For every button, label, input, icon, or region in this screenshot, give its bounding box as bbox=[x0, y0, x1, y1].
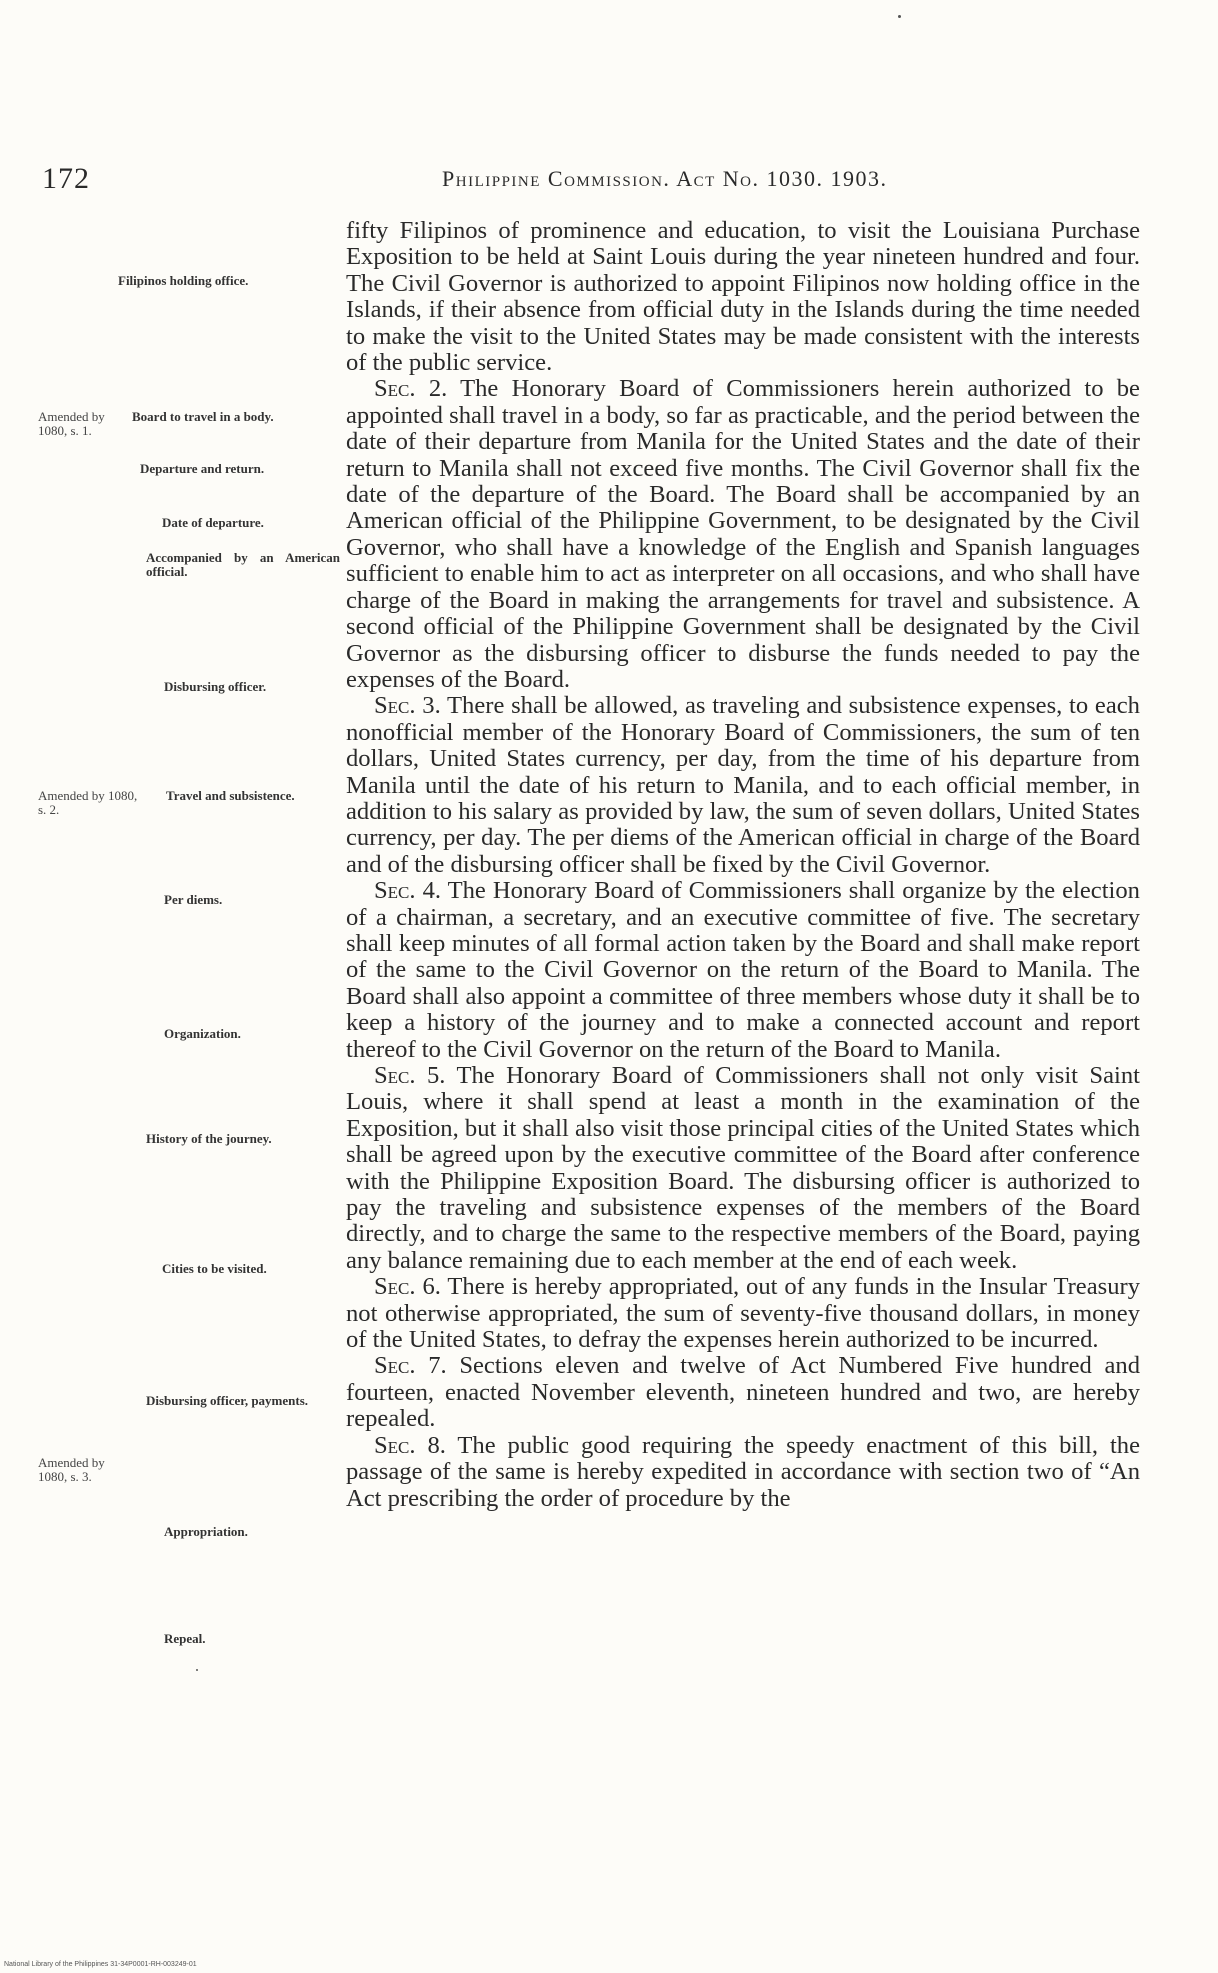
section-text: The Honorary Board of Commissioners shall organize by the election of a chairman, a secretary, and an executive committee of five. The secretary shall keep minutes of all formal action taken by the Board and shall make report of the same to the Civil Governor on the return of the Board to Manila. The Board shall also appoint a committee of three members whose duty it shall be to keep a history of the journey and to make a connected account and report thereof to the Civil Governor on the return of the Board to Manila. bbox=[346, 877, 1140, 1063]
section-7 bbox=[346, 1353, 1140, 1432]
margin-note-filipinos-holding-office: Filipinos holding office. bbox=[118, 273, 249, 288]
section-text: The Honorary Board of Commissioners shall not only visit Saint Louis, where it shall spend at least a month in the examination of the Exposition, but it shall also visit those principal cities of the United States which shall be agreed upon by the executive committee of the Board after conference with the Philippine Exposition Board. The disbursing officer is authorized to pay the traveling and subsistence expenses of the members of the Board directly, and to charge the same to the respective members of the Board, paying any balance remaining due to each member at the end of each week. bbox=[346, 1062, 1140, 1274]
section-6 bbox=[346, 1274, 1140, 1353]
section-label: Sec. 7. bbox=[374, 1352, 447, 1380]
amendment-note: Amended by 1080, s. 2. bbox=[38, 788, 138, 817]
margin-note-history-journey: History of the journey. bbox=[146, 1131, 272, 1146]
section-label: Sec. 3. bbox=[374, 692, 441, 720]
amendment-note: Amended by 1080, s. 1. bbox=[38, 409, 105, 438]
margin-note-per-diems: Per diems. bbox=[164, 892, 223, 907]
section-label: Sec. 8. bbox=[374, 1431, 446, 1459]
section-2 bbox=[346, 376, 1140, 693]
section-text: Sections eleven and twelve of Act Numbered Five hundred and fourteen, enacted November eleventh, nineteen hundred and two, are hereby repealed. bbox=[346, 1352, 1140, 1433]
margin-note-travel-subsistence: Travel and subsistence. bbox=[166, 788, 295, 803]
section-3 bbox=[346, 693, 1140, 878]
margin-note-disbursing-payments: Disbursing officer, payments. bbox=[146, 1393, 309, 1408]
section-text: There shall be allowed, as traveling and subsistence expenses, to each nonofficial member of the Honorary Board of Commissioners, the sum of ten dollars, United States currency, per day, from the time of his departure from Manila until the date of his return to Manila, and to each official member, in addition to his salary as provided by law, the sum of seven dollars, United States currency, per day. The per diems of the American official in charge of the Board and of the disbursing officer shall be fixed by the Civil Governor. bbox=[346, 692, 1140, 878]
margin-note-accompanied: Accompanied by an American official. bbox=[146, 550, 340, 579]
section-text: The Honorary Board of Commissioners herein authorized to be appointed shall travel in a body, so far as practicable, and the period between the date of their departure from Manila for the United States and the date of their return to Manila shall not exceed five months. The Civil Governor shall fix the date of the departure of the Board. The Board shall be accompanied by an American official of the Philippine Government, to be designated by the Civil Governor, who shall have a knowledge of the English and Spanish languages sufficient to enable him to act as interpreter on all occasions, and who shall have charge of the Board in making the arrangements for travel and subsistence. A second official of the Philippine Government shall be designated by the Civil Governor as the disbursing officer to disburse the funds needed to pay the expenses of the Board. bbox=[346, 375, 1140, 693]
margin-note-appropriation: Appropriation. bbox=[164, 1524, 248, 1539]
section-label: Sec. 6. bbox=[374, 1273, 441, 1301]
running-head: Philippine Commission. Act No. 1030. 1903. bbox=[442, 166, 888, 191]
section-label: Sec. 4. bbox=[374, 877, 442, 905]
section-text: The public good requiring the speedy enactment of this bill, the passage of the same is hereby expedited in accordance with section two of “An Act prescribing the order of procedure by the bbox=[346, 1431, 1140, 1512]
act-body-text bbox=[346, 218, 1140, 1512]
section-text: There is hereby appropriated, out of any funds in the Insular Treasury not otherwise appropriated, the sum of seventy-five thousand dollars, in money of the United States, to defray the expenses herein authorized to be incurred. bbox=[346, 1273, 1140, 1354]
page-number: 172 bbox=[42, 162, 90, 195]
section-4 bbox=[346, 878, 1140, 1063]
page-header bbox=[0, 162, 1218, 196]
section-5 bbox=[346, 1063, 1140, 1274]
section-label: Sec. 5. bbox=[374, 1062, 446, 1089]
amendment-note: Amended by 1080, s. 3. bbox=[38, 1455, 105, 1484]
margin-note-board-travel: Board to travel in a body. bbox=[132, 409, 274, 424]
margin-note-disbursing-officer: Disbursing officer. bbox=[164, 679, 267, 694]
margin-note-organization: Organization. bbox=[164, 1026, 241, 1041]
section-label: Sec. 2. bbox=[374, 375, 448, 403]
library-footer: National Library of the Philippines 31-34P0001-RH-003249-01 bbox=[4, 1961, 197, 1968]
section-8 bbox=[346, 1433, 1140, 1512]
margin-note-repeal: Repeal. bbox=[164, 1631, 206, 1646]
margin-note-cities-visited: Cities to be visited. bbox=[162, 1261, 267, 1276]
margin-note-departure-return: Departure and return. bbox=[140, 461, 265, 476]
ink-speck bbox=[898, 15, 901, 18]
ink-speck bbox=[196, 1669, 198, 1671]
margin-note-date-departure: Date of departure. bbox=[162, 515, 264, 530]
intro-paragraph: fifty Filipinos of prominence and education, to visit the Louisiana Purchase Exposition to be held at Saint Louis during the year nineteen hundred and four. The Civil Governor is authorized to appoint Filipinos now holding office in the Islands, if their absence from official duty in the Islands during the time needed to make the visit to the United States may be made consistent with the interests of the public service. bbox=[346, 217, 1140, 377]
